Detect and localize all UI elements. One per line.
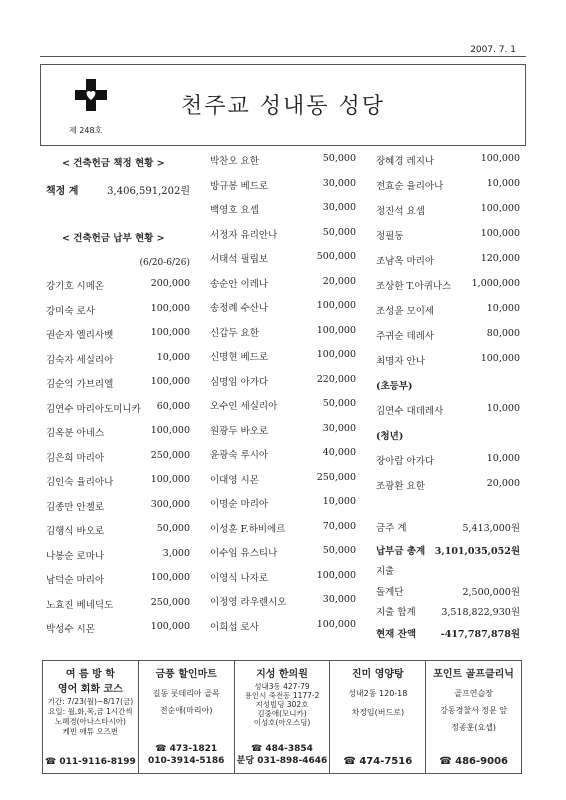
- list-item: [376, 203, 520, 219]
- donation-amount: 10,000: [156, 351, 190, 363]
- ad-mart: [139, 661, 235, 773]
- list-item: [46, 474, 190, 490]
- donor-name: 서정자 유리안나: [210, 229, 278, 241]
- list-item: [210, 472, 356, 488]
- list-item: [46, 597, 190, 613]
- donor-name: 남덕순 마리아: [46, 575, 105, 586]
- list-item: [46, 303, 190, 319]
- list-item: [210, 300, 356, 316]
- donation-amount: 40,000: [322, 447, 356, 458]
- donor-name: 신갑두 요한: [210, 327, 259, 339]
- list-item: [210, 447, 356, 463]
- ad-golf: [426, 661, 521, 773]
- donation-amount: 50,000: [322, 545, 356, 556]
- donor-name: 김행식 바오로: [46, 526, 105, 537]
- donor-name: 조성윤 모이세: [376, 306, 435, 317]
- donation-amount: 500,000: [316, 251, 356, 262]
- donation-amount: 50,000: [322, 153, 356, 164]
- list-item: [46, 401, 190, 417]
- ad-line: 노혜경(아나스타시아): [54, 717, 126, 726]
- ad-line: 기간: 7/23(월)~8/17(금): [47, 697, 134, 706]
- donation-amount: 100,000: [480, 153, 520, 164]
- donation-amount: 100,000: [150, 376, 190, 387]
- donation-amount: 10,000: [486, 303, 520, 314]
- advertisement-bar: [42, 660, 522, 774]
- list-item: [376, 328, 520, 344]
- ad-title: 지성 한의원: [256, 669, 308, 680]
- donation-amount: 80,000: [486, 328, 520, 339]
- ad-line: 강동경찰서 정문 앞: [440, 706, 508, 715]
- ad-title: 포인트 골프클리닉: [433, 669, 514, 680]
- donor-name: 권순자 엘리사벳: [46, 330, 114, 341]
- donor-name: 윤광숙 루시아: [210, 450, 269, 461]
- list-item: [210, 374, 356, 390]
- donation-amount: 100,000: [316, 324, 356, 336]
- issue-date: 2007. 7. 1: [470, 45, 516, 55]
- donor-name: 원광두 바오로: [210, 425, 269, 437]
- expense-heading: 지출: [376, 566, 395, 577]
- donation-amount: 220,000: [316, 373, 356, 385]
- donation-amount: 50,000: [156, 523, 190, 534]
- donor-name: 송순안 이레나: [210, 278, 269, 290]
- donation-amount: 60,000: [156, 400, 190, 412]
- donor-name: 김종만 안젤로: [46, 501, 105, 513]
- donor-name: 오수인 세실리아: [210, 401, 278, 412]
- donation-amount: 200,000: [150, 278, 190, 289]
- donor-name: 이영식 나자로: [210, 572, 269, 584]
- ad-title: 진미 영양탕: [351, 669, 404, 680]
- donation-amount: 50,000: [322, 398, 356, 409]
- donor-name: 강미숙 로사: [46, 305, 95, 317]
- donation-amount: 10,000: [322, 496, 356, 507]
- ad-line: 케빈 애튜 오즈번: [62, 727, 119, 736]
- expense-row: 돌계단 2,500,000원: [376, 587, 520, 598]
- list-item: [376, 153, 520, 169]
- ad-line: 지성빌딩 302호: [255, 700, 309, 709]
- list-item: [46, 572, 190, 588]
- list-item: [376, 303, 520, 319]
- donation-amount: 100,000: [150, 425, 190, 436]
- donation-amount: 300,000: [150, 498, 190, 510]
- ad-line: 정종훈(요셉): [451, 723, 497, 732]
- donor-name: 이명순 마리아: [210, 499, 269, 510]
- ad-line: 차정임(버드로): [351, 708, 405, 717]
- list-item: [46, 327, 190, 343]
- list-item: [376, 228, 520, 244]
- ad-line: 김중애(모니카): [257, 709, 307, 718]
- donation-amount: 100,000: [316, 569, 356, 581]
- donation-amount: 250,000: [150, 596, 190, 608]
- donor-name: 신명현 베드로: [210, 352, 269, 363]
- donor-name: 노효진 베네딕도: [46, 599, 114, 611]
- donation-amount: 3,000: [162, 547, 190, 559]
- list-item: [376, 353, 520, 369]
- ad-phone: ☎ 486-9006: [439, 756, 508, 767]
- list-item: [210, 545, 356, 561]
- list-item: [210, 325, 356, 341]
- ad-clinic: [235, 661, 331, 773]
- list-item: [46, 621, 190, 637]
- donation-amount: 30,000: [322, 177, 356, 189]
- donation-amount: 120,000: [480, 253, 520, 264]
- donation-amount: 100,000: [480, 353, 520, 364]
- donor-name: 김순익 가브리엘: [46, 379, 114, 390]
- donation-amount: 30,000: [322, 422, 356, 434]
- list-item: [46, 278, 190, 294]
- donor-name: 장혜경 레지나: [376, 156, 435, 167]
- donation-amount: 100,000: [316, 618, 356, 630]
- pledge-total-label: 책정 계: [46, 186, 79, 197]
- donation-amount: 100,000: [150, 327, 190, 338]
- donation-amount: 100,000: [150, 474, 190, 485]
- donor-name: 정필동: [376, 231, 404, 242]
- expense-total-row: 지출 합계 3,518,822,930원: [376, 607, 520, 618]
- paid-total-row: 납부금 총계 3,101,035,052원: [376, 546, 520, 557]
- donation-amount: 100,000: [480, 228, 520, 239]
- balance-row: 현재 잔액 -417,787,878원: [376, 629, 520, 640]
- list-item: [210, 423, 356, 439]
- ad-line: 이성호(아오스딩): [253, 718, 311, 727]
- donor-name: 이희섭 로사: [210, 621, 259, 633]
- donor-name: 방규봉 베드로: [210, 180, 269, 192]
- donation-amount: 250,000: [316, 471, 356, 483]
- ad-line: 성내2동 120-18: [348, 689, 408, 698]
- donor-name: 김은희 마리아: [46, 452, 105, 464]
- list-item: [46, 548, 190, 564]
- list-item: 김연수 대데레사 10,000: [376, 403, 520, 417]
- donor-name: 김옥분 아네스: [46, 428, 105, 439]
- donation-amount: 30,000: [322, 202, 356, 213]
- donor-name: 김인숙 율리아나: [46, 477, 114, 488]
- list-item: [46, 376, 190, 392]
- ad-line: 용인시 죽전동 1177-2: [244, 691, 320, 700]
- donor-name: 나봉순 로마나: [46, 550, 105, 562]
- list-item: [376, 253, 520, 269]
- list-item: [46, 499, 190, 515]
- ad-restaurant: [330, 661, 426, 773]
- donation-amount: 100,000: [316, 349, 356, 360]
- donation-amount: 1,000,000: [471, 278, 520, 289]
- list-item: [210, 227, 356, 243]
- donor-name: 강기호 시메온: [46, 281, 105, 292]
- list-item: [376, 178, 520, 194]
- list-item: [210, 594, 356, 610]
- donor-name: 박찬오 요한: [210, 156, 259, 167]
- donor-name: 이정영 라우렌시오: [210, 597, 287, 608]
- list-item: 장아람 아가다 10,000: [376, 453, 520, 467]
- donation-amount: 100,000: [150, 621, 190, 632]
- donation-amount: 30,000: [322, 594, 356, 605]
- donor-name: 송정례 수산나: [210, 303, 269, 314]
- list-item: [210, 178, 356, 194]
- ad-line: 길동 롯데리아 골목: [152, 689, 220, 698]
- donor-name: 정진석 요셉: [376, 206, 425, 217]
- donation-amount: 100,000: [480, 203, 520, 214]
- period-range: (6/20-6/26): [139, 258, 190, 268]
- donor-name: 전효순 율리아나: [376, 181, 444, 192]
- list-item: [210, 521, 356, 537]
- weekly-sum-row: 금주 계 5,413,000원: [376, 523, 520, 534]
- donation-amount: 50,000: [322, 226, 356, 238]
- list-item: [210, 276, 356, 292]
- section-elementary: (초등부): [376, 381, 413, 392]
- donor-name: 조남옥 마리아: [376, 256, 435, 267]
- donor-name: 서태석 필립보: [210, 254, 269, 265]
- donor-name: 박성수 시몬: [46, 624, 95, 635]
- donor-name: 심명임 아가다: [210, 376, 269, 388]
- list-item: [46, 425, 190, 441]
- donor-name: 김연수 마리아도미니카: [46, 403, 141, 415]
- ad-line: 요일: 월,화,목,금 1시간씩: [48, 707, 133, 716]
- ad-phone: ☎ 484-3854 분당 031-898-4646: [236, 744, 328, 766]
- issue-number: 제 248호: [69, 126, 103, 135]
- ad-line: 성내3동 427-79: [254, 682, 310, 691]
- donation-amount: 100,000: [150, 302, 190, 314]
- list-item: [210, 570, 356, 586]
- ad-title: 금풍 할인마트: [155, 669, 217, 680]
- donor-name: 이대영 시몬: [210, 474, 259, 486]
- donation-amount: 100,000: [316, 300, 356, 311]
- ad-phone: ☎ 474-7516: [343, 756, 413, 767]
- list-item: [46, 523, 190, 539]
- ad-line: 전순애(마리아): [159, 706, 213, 715]
- donor-name: 김숙자 세실리아: [46, 354, 114, 366]
- masthead: [40, 64, 526, 146]
- ad-title: 여 름 방 학 영어 회화 코스: [57, 669, 123, 695]
- donor-name: 주귀순 데레사: [376, 331, 435, 342]
- top-divider: [40, 56, 526, 57]
- pledge-total-value: 3,406,591,202원: [107, 186, 190, 197]
- page-title: 천주교 성내동 성당: [180, 94, 385, 119]
- list-item: [376, 278, 520, 294]
- donor-name: 이성훈 F.하비에르: [210, 523, 286, 535]
- list-item: [210, 349, 356, 365]
- donor-name: 조상한 T.아퀴나스: [376, 281, 452, 292]
- list-item: [210, 619, 356, 635]
- donation-amount: 250,000: [150, 449, 190, 461]
- ad-line: 골프연습장: [454, 689, 493, 698]
- donor-name: 최명자 안나: [376, 356, 425, 367]
- ad-phone: ☎ 011-9116-8199: [45, 757, 136, 767]
- section-payment-status: < 건축헌금 납부 현황 >: [62, 233, 165, 244]
- list-item: 조광환 요한 20,000: [376, 478, 520, 492]
- donation-amount: 70,000: [322, 520, 356, 532]
- list-item: [46, 450, 190, 466]
- list-item: [210, 202, 356, 218]
- donor-name: 이수임 유스티나: [210, 548, 278, 559]
- list-item: [210, 153, 356, 169]
- donation-amount: 100,000: [150, 572, 190, 583]
- ad-phone: ☎ 473-1821 010-3914-5186: [148, 744, 225, 766]
- donation-amount: 20,000: [322, 275, 356, 287]
- ad-english-course: [43, 661, 139, 773]
- list-item: [210, 251, 356, 267]
- donor-name: 백영호 요셉: [210, 205, 259, 216]
- list-item: [46, 352, 190, 368]
- donation-amount: 10,000: [486, 178, 520, 189]
- section-youth: (청년): [376, 431, 404, 442]
- list-item: [210, 496, 356, 512]
- section-pledge-status: < 건축헌금 책정 현황 >: [62, 158, 165, 169]
- list-item: [210, 398, 356, 414]
